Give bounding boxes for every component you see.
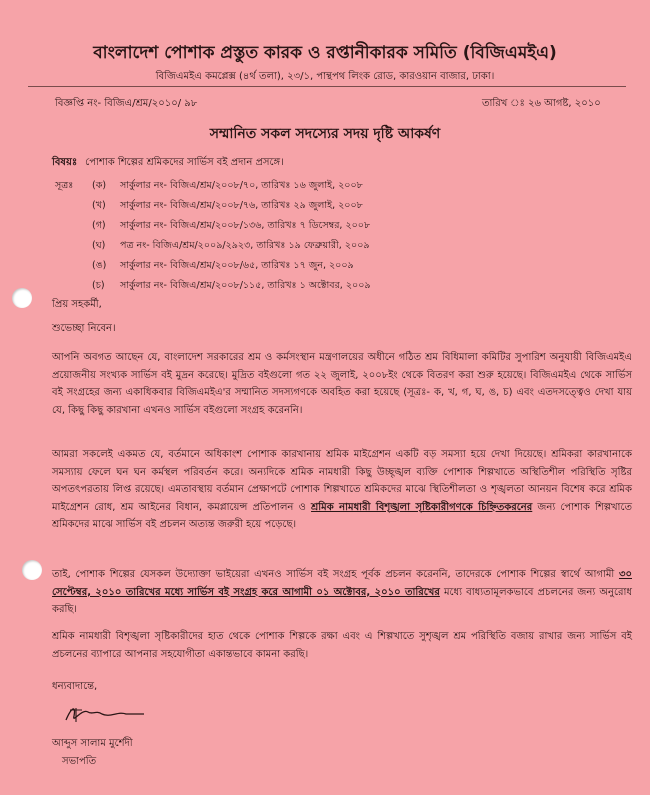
reference-key: (খ) <box>92 200 106 211</box>
reference-item <box>55 199 371 219</box>
body-paragraph-2-tail: জন্য পোশাক শিল্পখাতে শ্রমিকদের মাঝে সার্ভিস বই প্রচলন অত্যন্ত জরুরী হয়ে পড়েছে। <box>52 501 632 530</box>
subject-label: বিষয়ঃ <box>52 157 78 168</box>
notice-ref-no: বিজ্ঞপ্তি নং- বিজিএ/শ্রম/২০১০/ ৯৮ <box>55 98 198 109</box>
body-paragraph-2 <box>52 446 632 534</box>
subject-text: পোশাক শিল্পের শ্রমিকদের সার্ভিস বই প্রদান প্রসঙ্গে। <box>85 157 284 168</box>
reference-key: (ক) <box>92 180 107 191</box>
letterhead-divider <box>28 86 626 87</box>
notice-heading: সম্মানিত সকল সদস্যের সদয় দৃষ্টি আকর্ষণ <box>209 126 441 142</box>
reference-item <box>55 179 371 199</box>
body-paragraph-3-tail: মধ্যে বাধ্যতামূলকভাবে প্রচলনের জন্য অনুরোধ করছি। <box>52 586 632 615</box>
salutation: প্রিয় সহকর্মী, <box>52 299 102 310</box>
closing: ধন্যবাদান্তে, <box>52 681 98 692</box>
reference-text: সার্কুলার নং- বিজিএ/শ্রম/২০০৮/১১৫, তারিখঃ ১ অক্টোবর, ২০০৯ <box>120 280 371 291</box>
punch-hole-bottom <box>22 560 42 580</box>
reference-text: সার্কুলার নং- বিজিএ/শ্রম/২০০৮/১৩৬, তারিখঃ ৭ ডিসেম্বর, ২০০৮ <box>120 220 371 231</box>
body-paragraph-2-text: আমরা সকলেই একমত যে, বর্তমানে অধিকাংশ পোশাক কারখানায় শ্রমিক মাইগ্রেশন একটি বড় সমস্যা হয়ে দেখা দিয়েছে। শ্রমিকরা কারখানাকে সমস্যায় ফেলে ঘন ঘন কর্মস্থল পরিবর্তন করে। অন্যদিকে শ্রমিক নামধারী কিছু উচ্ছৃঙ্খল ব্যক্তি পোশাক শিল্পখাতে অস্থিতিশীল পরিস্থিতি সৃষ্টির অপতৎপরতায় লিপ্ত রয়েছে। এমতাবস্থায় বর্তমান প্রেক্ষাপটে পোশাক শিল্পখাতে শ্রমিকদের মাঝে স্থিতিশীলতা ও শৃঙ্খলতা আনয়ন বিশেষ করে শ্রমিক মাইগ্রেশন রোধ, শ্রম আইনের বিধান, কমপ্লায়েন্স প্রতিপালন ও <box>52 449 632 513</box>
body-paragraph-4: শ্রমিক নামধারী বিশৃঙ্খলা সৃষ্টিকারীদের হাত থেকে পোশাক শিল্পকে রক্ষা এবং এ শিল্পখাতে সুশৃঙ্খল শ্রম পরিস্থিতি বজায় রাখার জন্য সার্ভিস বই প্রচলনের ব্যাপারে আপনার সহযোগীতা একান্তভাবে কামনা করছি। <box>52 631 632 660</box>
highlight-deadline: ৩০ সেপ্টেম্বর, ২০১০ তারিখের মধ্যে সার্ভিস বই সংগ্রহ করে আগামী ০১ অক্টোবর, ২০১০ তারিখের <box>52 569 632 598</box>
reference-text: সার্কুলার নং- বিজিএ/শ্রম/২০০৮/৭০, তারিখঃ ১৬ জুলাই, ২০০৮ <box>120 180 363 191</box>
subject-line <box>52 155 284 172</box>
org-name: বাংলাদেশ পোশাক প্রস্তুত কারক ও রপ্তানীকারক সমিতি (বিজিএমইএ) <box>93 43 557 63</box>
reference-key: (চ) <box>92 280 105 291</box>
reference-item <box>55 239 371 259</box>
org-address: বিজিএমইএ কমপ্লেক্স (৪র্থ তলা), ২৩/১, পান্থপথ লিংক রোড, কারওয়ান বাজার, ঢাকা। <box>155 71 495 82</box>
body-paragraph-3-text: তাই, পোশাক শিল্পের যেসকল উদ্যোক্তা ভাইয়েরা এখনও সার্ভিস বই সংগ্রহ পূর্বক প্রচলন করেননি, তাদেরকে পোশাক শিল্পের স্বার্থে আগামী <box>52 569 619 580</box>
greeting: শুভেচ্ছা নিবেন। <box>52 323 116 334</box>
notice-date: তারিখ ঃ ২৬ আগষ্ট, ২০১০ <box>482 98 601 109</box>
body-paragraph-1: আপনি অবগত আছেন যে, বাংলাদেশ সরকারের শ্রম ও কর্মসংস্থান মন্ত্রণালয়ের অধীনে গঠিত শ্রম বিধিমালা কমিটির সুপারিশ অনুযায়ী বিজিএমইএ প্রয়োজনীয় সংখ্যক সার্ভিস বই মুদ্রন করেছে। মুদ্রিত বইগুলো গত ২২ জুলাই, ২০০৮ইং থেকে বিতরণ করা শুরু হয়েছে। বিজিএমইএ থেকে সার্ভিস বই সংগ্রহের জন্য একাধিকবার বিজিএমইএ'র সম্মানিত সদস্যগণকে অবহিত করা হয়েছে (সূত্রঃ- ক, খ, গ, ঘ, ঙ, চ) এবং এতদসত্ত্বেও দেখা যায় যে, কিছু কিছু কারখানা এখনও সার্ভিস বইগুলো সংগ্রহ করেননি। <box>52 352 632 416</box>
reference-label: সূত্রঃ <box>55 180 74 191</box>
reference-key: (গ) <box>92 220 106 231</box>
reference-item <box>55 259 371 279</box>
reference-item <box>55 219 371 239</box>
reference-key: (ঘ) <box>92 240 106 251</box>
reference-text: সার্কুলার নং- বিজিএ/শ্রম/২০০৮/৬৫, তারিখঃ ১৭ জুন, ২০০৯ <box>120 260 354 271</box>
punch-hole-top <box>12 288 32 308</box>
highlight-identify-troublemakers: শ্রমিক নামধারী বিশৃঙ্খলা সৃষ্টিকারীগণকে চিহ্নিতকরনের <box>311 501 533 513</box>
reference-list <box>55 179 371 299</box>
body-paragraph-3 <box>52 566 632 619</box>
reference-text: সার্কুলার নং- বিজিএ/শ্রম/২০০৮/৭৬, তারিখঃ ২৯ জুলাই, ২০০৮ <box>120 200 363 211</box>
signatory-name: আব্দুস সালাম মুর্শেদী <box>52 738 133 749</box>
reference-key: (ঙ) <box>92 260 107 271</box>
signature-image <box>62 702 146 726</box>
signatory-title: সভাপতি <box>62 756 97 767</box>
reference-text: পত্র নং- বিজিএ/শ্রম/২০০৯/২৯২৩, তারিখঃ ১৯ ফেব্রুয়ারী, ২০০৯ <box>120 240 370 251</box>
